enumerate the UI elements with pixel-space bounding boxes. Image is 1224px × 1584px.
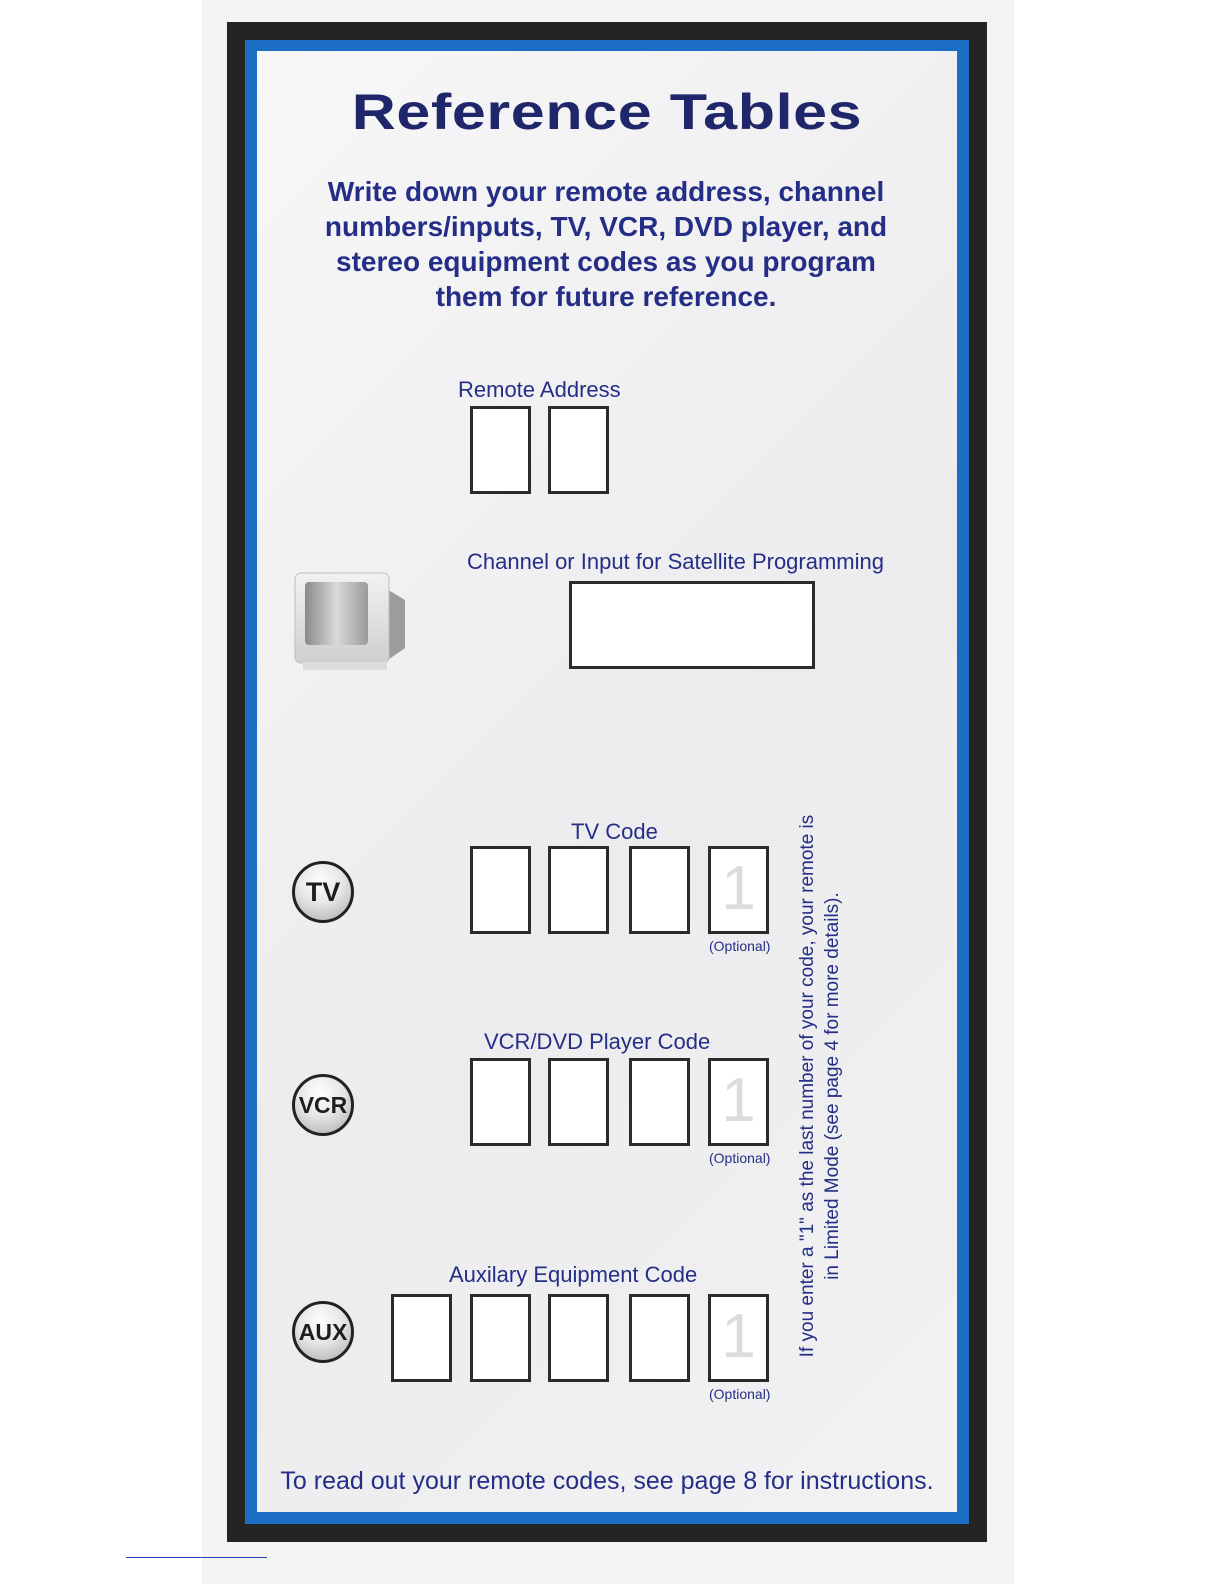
tv-code-box-optional[interactable]: 1 <box>708 846 769 934</box>
tv-code-box-1[interactable] <box>470 846 531 934</box>
remote-address-box-1[interactable] <box>470 406 531 494</box>
vcr-code-optional-label: (Optional) <box>709 1150 771 1166</box>
aux-code-box-3[interactable] <box>548 1294 609 1382</box>
vcr-button-icon: VCR <box>292 1074 354 1136</box>
intro-text: Write down your remote address, channel numbers/inputs, TV, VCR, DVD player, and stereo equipment codes as you program them for future reference. <box>324 176 888 312</box>
vcr-code-box-3[interactable] <box>629 1058 690 1146</box>
remote-address-box-2[interactable] <box>548 406 609 494</box>
aux-code-box-1[interactable] <box>391 1294 452 1382</box>
aux-code-box-4[interactable] <box>629 1294 690 1382</box>
tv-code-box-3[interactable] <box>629 846 690 934</box>
aux-code-box-optional[interactable]: 1 <box>708 1294 769 1382</box>
limited-mode-note: If you enter a "1" as the last number of your code, your remote is in Limited Mode (see page 4 for more details). <box>797 814 843 1358</box>
vcr-code-box-optional[interactable]: 1 <box>708 1058 769 1146</box>
footer-instructions: To read out your remote codes, see page 8 for instructions. <box>280 1467 934 1495</box>
tv-code-box-2[interactable] <box>548 846 609 934</box>
vcr-code-box-2[interactable] <box>548 1058 609 1146</box>
tv-set-icon <box>293 570 408 674</box>
channel-input-label: Channel or Input for Satellite Programming <box>467 549 884 574</box>
aux-button-icon: AUX <box>292 1301 354 1363</box>
vcr-code-label: VCR/DVD Player Code <box>484 1029 711 1054</box>
tv-button-icon: TV <box>292 861 354 923</box>
tv-code-optional-label: (Optional) <box>709 938 771 954</box>
aux-code-optional-label: (Optional) <box>709 1386 771 1402</box>
aux-code-label: Auxilary Equipment Code <box>449 1262 698 1287</box>
tv-code-label: TV Code <box>571 819 658 844</box>
footnote-rule <box>126 1557 267 1558</box>
remote-address-label: Remote Address <box>458 377 621 402</box>
vcr-code-box-1[interactable] <box>470 1058 531 1146</box>
page-title: Reference Tables <box>351 84 863 140</box>
aux-code-box-2[interactable] <box>470 1294 531 1382</box>
channel-input-box[interactable] <box>569 581 815 669</box>
